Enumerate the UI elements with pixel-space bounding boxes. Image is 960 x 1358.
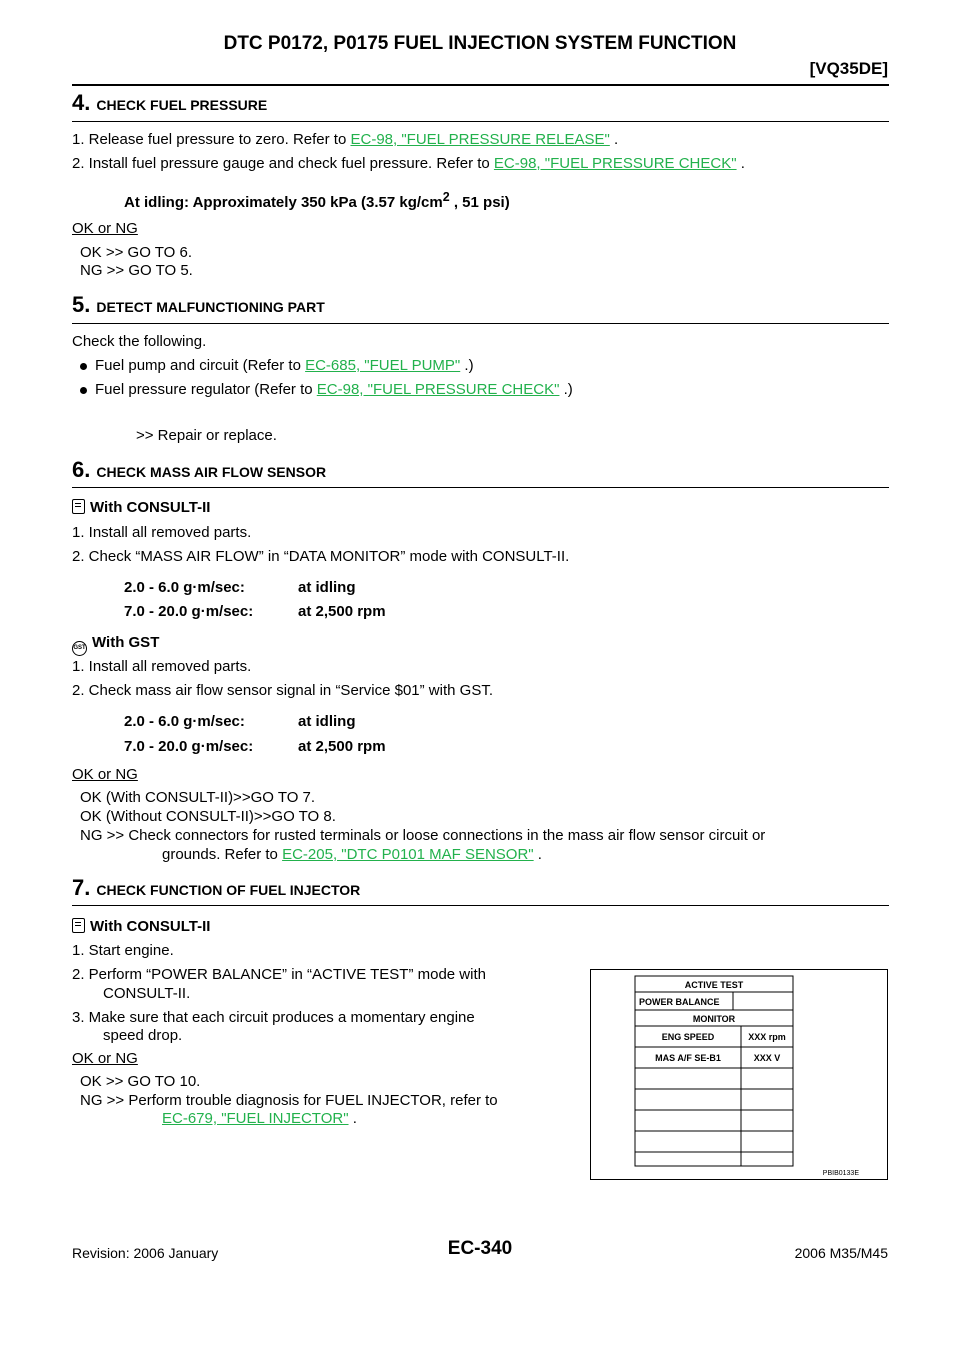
fig-monitor: MONITOR <box>692 1014 736 1024</box>
step-4-line-1: 1. Release fuel pressure to zero. Refer to EC-98, "FUEL PRESSURE RELEASE" . <box>72 131 619 148</box>
step-6-rule <box>72 487 889 488</box>
step-5-intro: Check the following. <box>72 333 207 350</box>
link-fuel-pressure-check[interactable]: EC-98, "FUEL PRESSURE CHECK" <box>493 155 737 172</box>
consult-icon <box>72 499 85 514</box>
consult-icon <box>72 918 85 933</box>
step-5-bullet-1: Fuel pump and circuit (Refer to EC-685, "FUEL PUMP" .) <box>80 357 474 374</box>
fig-maf-value: XXX V <box>753 1053 781 1063</box>
step-6-g2: 2. Check mass air flow sensor signal in “Service $01” with GST. <box>72 682 493 699</box>
link-fuel-pressure-release[interactable]: EC-98, "FUEL PRESSURE RELEASE" <box>350 131 610 148</box>
step-6-c1: 1. Install all removed parts. <box>72 524 252 541</box>
step-7-l2b: CONSULT-II. <box>103 985 191 1002</box>
maf-spec-2b: at 2,500 rpm <box>298 603 386 620</box>
consult-screen-figure <box>590 969 888 1180</box>
fig-power-balance: POWER BALANCE <box>639 997 720 1007</box>
step-4-rule <box>72 121 889 122</box>
step-7-l3b: speed drop. <box>103 1027 183 1044</box>
maf-spec-2a: 7.0 - 20.0 g·m/sec: <box>124 603 254 620</box>
step-7-l1: 1. Start engine. <box>72 942 174 959</box>
step-6-okng: OK or NG <box>72 766 138 783</box>
step-6-gst: GST With GST <box>72 634 159 656</box>
step-4-ok: OK >> GO TO 6. <box>80 244 192 261</box>
maf-spec-1b: at idling <box>298 579 356 596</box>
step-5-heading: 5. DETECT MALFUNCTIONING PART <box>72 292 325 317</box>
fig-eng-speed: ENG SPEED <box>661 1032 715 1042</box>
link-maf-sensor[interactable]: EC-205, "DTC P0101 MAF SENSOR" <box>282 846 534 863</box>
step-6-ng: NG >> Check connectors for rusted terminals or loose connections in the mass air flow sensor circuit or <box>80 827 766 844</box>
gst-spec-2a: 7.0 - 20.0 g·m/sec: <box>124 738 254 755</box>
page-title: DTC P0172, P0175 FUEL INJECTION SYSTEM FUNCTION <box>223 33 737 54</box>
step-7-consult: With CONSULT-II <box>72 918 210 935</box>
step-6-heading: 6. CHECK MASS AIR FLOW SENSOR <box>72 457 327 482</box>
gst-spec-2b: at 2,500 rpm <box>298 738 386 755</box>
active-test-screen <box>591 970 887 1179</box>
page-number: EC-340 <box>447 1238 513 1259</box>
link-fuel-pressure-check-2[interactable]: EC-98, "FUEL PRESSURE CHECK" <box>316 381 560 398</box>
step-7-okng: OK or NG <box>72 1050 138 1067</box>
bullet-icon <box>80 387 87 394</box>
fuel-pressure-spec: At idling: Approximately 350 kPa (3.57 $kg/cm^2$ , 51 psi) <box>124 190 510 211</box>
step-5-rule <box>72 323 889 324</box>
step-6-ok1: OK (With CONSULT-II)>>GO TO 7. <box>80 789 316 806</box>
revision: Revision: 2006 January <box>72 1245 219 1261</box>
step-5-bullet-2: Fuel pressure regulator (Refer to EC-98, "FUEL PRESSURE CHECK" .) <box>80 381 573 398</box>
link-fuel-pump[interactable]: EC-685, "FUEL PUMP" <box>305 357 461 374</box>
step-6-g1: 1. Install all removed parts. <box>72 658 252 675</box>
step-5-result: >> Repair or replace. <box>136 427 277 444</box>
maf-spec-1a: 2.0 - 6.0 g·m/sec: <box>124 579 245 596</box>
step-7-ok: OK >> GO TO 10. <box>80 1073 201 1090</box>
link-fuel-injector[interactable]: EC-679, "FUEL INJECTOR" <box>162 1110 349 1127</box>
step-4-okng: OK or NG <box>72 220 138 237</box>
step-title: CHECK FUEL PRESSURE <box>96 97 268 113</box>
fig-active-test: ACTIVE TEST <box>684 980 744 990</box>
step-7-rule <box>72 905 889 906</box>
bullet-icon <box>80 363 87 370</box>
engine-code: [VQ35DE] <box>809 59 888 78</box>
step-7-l2a: 2. Perform “POWER BALANCE” in “ACTIVE TEST” mode with <box>72 966 486 983</box>
header-rule <box>72 84 889 86</box>
step-7-heading: 7. CHECK FUNCTION OF FUEL INJECTOR <box>72 875 361 900</box>
step-6-c2: 2. Check “MASS AIR FLOW” in “DATA MONITOR” mode with CONSULT-II. <box>72 548 570 565</box>
step-number: 4. <box>72 90 91 115</box>
step-6-ok2: OK (Without CONSULT-II)>>GO TO 8. <box>80 808 336 825</box>
gst-spec-1a: 2.0 - 6.0 g·m/sec: <box>124 713 245 730</box>
step-4-heading <box>72 90 267 116</box>
fig-maf: MAS A/F SE-B1 <box>655 1053 721 1063</box>
step-7-ng-line-2: EC-679, "FUEL INJECTOR" . <box>162 1110 357 1127</box>
gst-icon: GST <box>72 641 87 656</box>
fig-eng-speed-value: XXX rpm <box>748 1032 786 1042</box>
model: 2006 M35/M45 <box>794 1245 888 1261</box>
step-7-l3a: 3. Make sure that each circuit produces a momentary engine <box>72 1009 475 1026</box>
step-4-ng: NG >> GO TO 5. <box>80 262 193 279</box>
step-6-consult: With CONSULT-II <box>72 499 210 516</box>
step-7-ng: NG >> Perform trouble diagnosis for FUEL INJECTOR, refer to <box>80 1092 498 1109</box>
step-6-ng-line-2: grounds. Refer to EC-205, "DTC P0101 MAF SENSOR" . <box>162 846 542 863</box>
gst-spec-1b: at idling <box>298 713 356 730</box>
step-4-line-2: 2. Install fuel pressure gauge and check fuel pressure. Refer to EC-98, "FUEL PRESSURE CHECK" . <box>72 155 745 172</box>
fig-code: PBIB0133E <box>822 1170 859 1177</box>
